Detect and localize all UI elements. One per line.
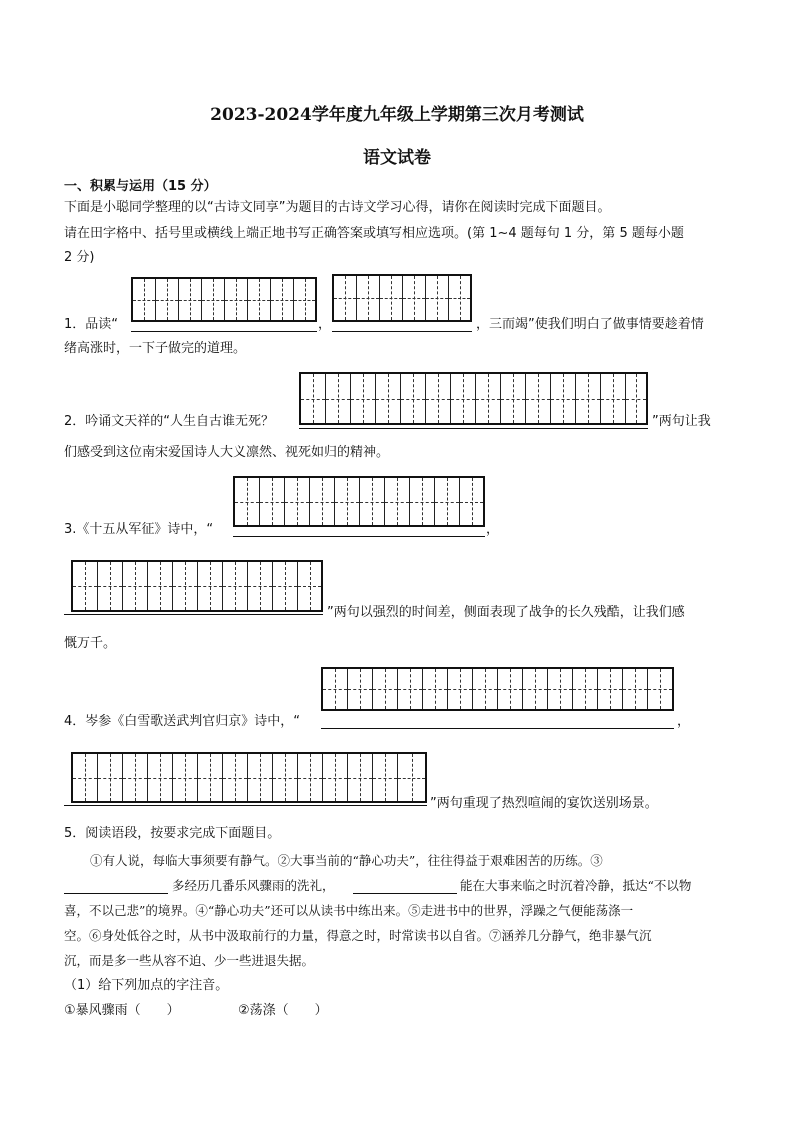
q5-blank-2[interactable] [353,893,457,894]
q3-underline-a [233,536,485,537]
q5-paragraph-line1: ①有人说，每临大事须要有静气。②大事当前的“静心功夫”，往往得益于艰难困苦的历练。③ [90,853,603,868]
q3-suffix: ”两句以强烈的时间差，侧面表现了战争的长久残酷，让我们感 [327,605,685,620]
q4-comma: ， [677,714,691,729]
page-subtitle: 语文试卷 [363,148,431,168]
q3-comma: ， [486,522,500,537]
q5-item1[interactable]: ①暴风骤雨（ ） [64,1003,180,1018]
q4-underline-a [321,728,674,729]
q3-prefix: 3.《十五从军征》诗中，“ [64,522,214,537]
q3-line2: 慨万千。 [64,636,117,651]
q3-underline-b [64,614,323,615]
section-intro-line1: 下面是小聪同学整理的以“古诗文同享”为题目的古诗文学习心得，请你在阅读时完成下面题目。 [64,200,611,215]
section-intro-line2: 请在田字格中、括号里或横线上端正地书写正确答案或填写相应选项。(第 1~4 题每句 1 分，第 5 题每小题 [64,226,684,241]
answer-grid-q1-a[interactable] [131,277,317,322]
q5-paragraph-line4: 空。⑥身处低谷之时，从书中汲取前行的力量，得意之时，时常读书以自省。⑦涵养几分静气，绝非暴气沉 [64,928,652,943]
q1-underline-b [332,331,472,332]
q2-suffix: ”两句让我 [652,414,711,429]
q4-prefix: 4．岑参《白雪歌送武判官归京》诗中，“ [64,714,301,729]
answer-grid-q2[interactable] [299,372,648,425]
q1-underline-a [131,331,317,332]
q5-paragraph-line2a: 多经历几番乐风骤雨的洗礼， [172,878,335,893]
q5-paragraph-line2b: 能在大事来临之时沉着冷静，抵达“不以物 [460,878,692,893]
q1-comma: ， [318,317,332,332]
q1-line2: 绪高涨时，一下子做完的道理。 [64,341,247,356]
q2-line2: 们感受到这位南宋爱国诗人大义凛然、视死如归的精神。 [64,445,390,460]
q4-underline-b [64,805,427,806]
q1-suffix: ，三而竭”使我们明白了做事情要趁着情 [476,317,704,332]
q2-prefix: 2．吟诵文天祥的“人生自古谁无死？ [64,414,275,429]
page-title: 2023-2024学年度九年级上学期第三次月考测试 [210,105,584,125]
answer-grid-q3-a[interactable] [233,476,485,527]
q2-underline [299,428,648,429]
answer-grid-q3-b[interactable] [71,560,323,612]
answer-grid-q4-b[interactable] [71,752,427,803]
q1-prefix: 1．品读“ [64,317,119,332]
q5-paragraph-line5: 沉，而是多一些从容不迫、少一些进退失据。 [64,953,315,968]
q5-paragraph-line3: 喜，不以己悲”的境界。④“静心功夫”还可以从读书中练出来。⑤走进书中的世界，浮躁之气便能荡涤一 [64,903,634,918]
section-heading: 一、积累与运用（15 分） [64,179,217,194]
q5-sub1: （1）给下列加点的字注音。 [64,978,229,993]
answer-grid-q1-b[interactable] [332,274,472,322]
answer-grid-q4-a[interactable] [321,667,674,711]
q5-blank-1[interactable] [64,893,168,894]
q5-prefix: 5．阅读语段，按要求完成下面题目。 [64,826,281,841]
section-intro-line3: 2 分) [64,250,95,265]
q4-suffix: ”两句重现了热烈喧闹的宴饮送别场景。 [430,796,658,811]
q5-item2[interactable]: ②荡涤（ ） [238,1003,328,1018]
